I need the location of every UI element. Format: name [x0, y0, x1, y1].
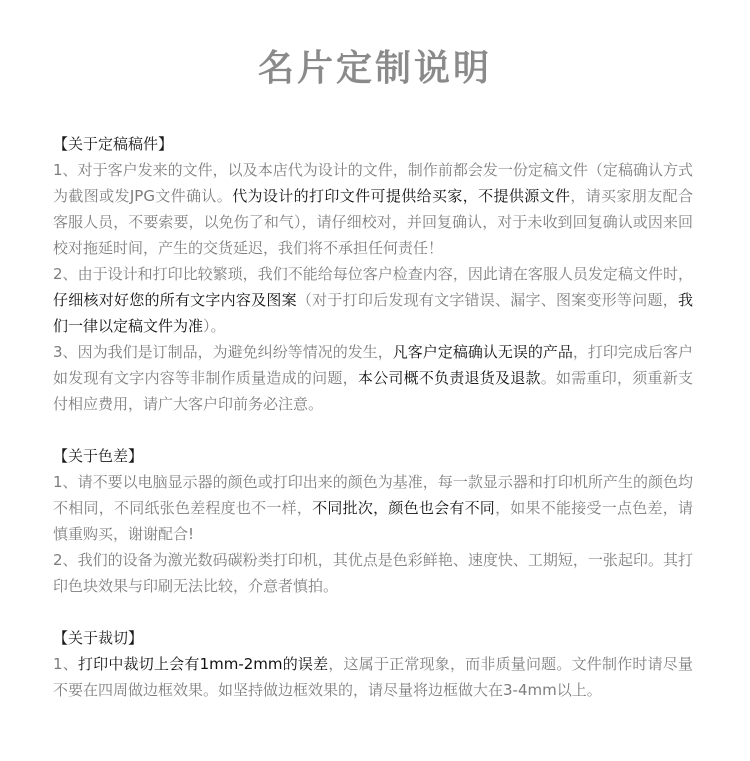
body-text: 。如需重印，须重新支付相应费用，请广大客户印前务必注意。 — [53, 369, 693, 413]
body-text: ）。 — [203, 317, 226, 335]
paragraph — [53, 339, 693, 417]
paragraph — [53, 157, 693, 261]
emphasized-text: 代为设计的打印文件可提供给买家，不提供源文件 — [232, 187, 571, 205]
body-text: ，打印完成后客户如发现有文字内容等非制作质量造成的问题， — [53, 343, 693, 387]
section — [53, 625, 693, 703]
section — [53, 131, 693, 417]
body-text: 2、我们的设备为激光数码碳粉类打印机，其优点是色彩鲜艳、速度快、工期短，一张起印。其打印色块效果与印刷无法比较，介意者慎拍。 — [53, 551, 693, 595]
body-text: 1、 — [53, 655, 78, 673]
section-heading: 【关于色差】 — [53, 447, 144, 465]
emphasized-text: 不同批次，颜色也会有不同 — [312, 499, 496, 517]
paragraph — [53, 651, 693, 703]
body-text: 1、对于客户发来的文件，以及本店代为设计的文件，制作前都会发一份定稿文件（定稿确认方式为截图或发JPG文件确认。 — [53, 161, 693, 205]
body-text: （对于打印后发现有文字错误、漏字、图案变形等问题， — [296, 291, 678, 309]
paragraph — [53, 261, 693, 339]
page-title: 名片定制说明 — [257, 47, 492, 89]
emphasized-text: 凡客户定稿确认无误的产品 — [392, 343, 573, 361]
body-text: ，如果不能接受一点色差，请慎重购买，谢谢配合! — [53, 499, 693, 543]
section — [53, 443, 693, 599]
paragraph — [53, 547, 693, 599]
emphasized-text: 仔细核对好您的所有文字内容及图案 — [53, 291, 297, 309]
body-text: 2、由于设计和打印比较繁琐，我们不能给每位客户检查内容，因此请在客服人员发定稿文件时， — [53, 265, 693, 283]
instructions-body — [53, 131, 693, 729]
section-heading: 【关于定稿稿件】 — [53, 135, 174, 153]
emphasized-text: 打印中裁切上会有1mm-2mm的误差 — [77, 655, 329, 673]
body-text: 3、因为我们是订制品，为避免纠纷等情况的发生， — [53, 343, 393, 361]
emphasized-text: 本公司概不负责退货及退款 — [357, 369, 541, 387]
body-text: ，请买家朋友配合客服人员，不要索要，以免伤了和气），请仔细校对，并回复确认，对于未收到回复确认或因来回校对拖延时间，产生的交货延迟，我们将不承担任何责任！ — [53, 187, 693, 257]
body-text: 1、请不要以电脑显示器的颜色或打印出来的颜色为基准，每一款显示器和打印机所产生的颜色均不相同，不同纸张色差程度也不一样， — [53, 473, 693, 517]
section-heading: 【关于裁切】 — [53, 629, 144, 647]
emphasized-text: 我们一律以定稿文件为准 — [53, 291, 693, 335]
paragraph — [53, 469, 693, 547]
body-text: ，这属于正常现象，而非质量问题。文件制作时请尽量不要在四周做边框效果。如坚持做边框效果的，请尽量将边框做大在3-4mm以上。 — [53, 655, 693, 699]
